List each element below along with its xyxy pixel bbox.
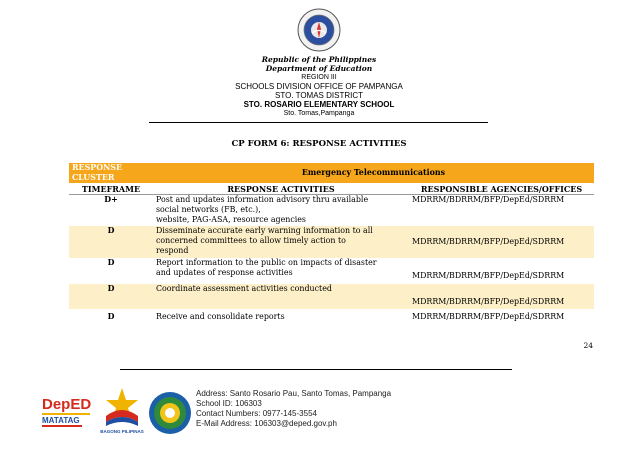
timeframe-cell: D	[69, 258, 153, 284]
header-department: Department of Education	[265, 64, 373, 73]
district-seal-icon	[148, 391, 192, 435]
timeframe-cell: D	[69, 309, 153, 325]
table-row	[69, 258, 594, 284]
matatag-logo-text: MATATAG	[42, 416, 80, 425]
activity-line: Report information to the public on impacts of disaster	[156, 257, 377, 267]
page-number: 24	[583, 341, 593, 350]
activity-line: Coordinate assessment activities conducted	[156, 283, 332, 293]
agency-cell: MDRRM/BDRRM/BFP/DepEd/SDRRM	[409, 284, 594, 309]
agency-cell: MDRRM/BDRRM/BFP/DepEd/SDRRM	[409, 309, 594, 325]
header-divider	[149, 122, 488, 123]
table-row	[69, 195, 594, 226]
activity-cell	[153, 258, 409, 284]
activity-cell	[153, 195, 409, 226]
activity-line: concerned committees to allow timely action to	[156, 235, 346, 245]
timeframe-cell: D	[69, 226, 153, 258]
activity-line: Post and updates information advisory thru available	[156, 195, 369, 204]
footer-address: Address: Santo Rosario Pau, Santo Tomas, Pampanga	[196, 389, 392, 398]
activity-cell	[153, 284, 409, 309]
activity-line: Disseminate accurate early warning information to all	[156, 225, 373, 235]
footer-school-id: School ID: 106303	[196, 399, 262, 408]
table-header-row	[69, 183, 594, 195]
agency-cell: MDRRM/BDRRM/BFP/DepEd/SDRRM	[409, 226, 594, 258]
response-activities-table	[69, 163, 594, 325]
column-header-activities: RESPONSE ACTIVITIES	[153, 183, 409, 195]
response-cluster-label: RESPONSE CLUSTER	[69, 163, 153, 183]
timeframe-cell: D	[69, 284, 153, 309]
table-row	[69, 284, 594, 309]
deped-matatag-logo	[38, 391, 96, 431]
deped-logo-text: DepED	[42, 396, 92, 413]
footer-divider	[120, 369, 512, 370]
response-cluster-value: Emergency Telecommunications	[153, 163, 594, 183]
column-header-timeframe: TIMEFRAME	[69, 183, 153, 195]
activity-line: and updates of response activities	[156, 267, 293, 277]
agency-cell: MDRRM/BDRRM/BFP/DepEd/SDRRM	[409, 258, 594, 284]
activity-cell	[153, 309, 409, 325]
bagong-pilipinas-logo	[100, 386, 144, 434]
activity-line: respond	[156, 245, 189, 255]
form-title: CP FORM 6: RESPONSE ACTIVITIES	[231, 139, 407, 149]
header-region: REGION III	[301, 74, 337, 81]
header-republic: Republic of the Philippines	[261, 55, 377, 64]
column-header-agencies: RESPONSIBLE AGENCIES/OFFICES	[409, 183, 594, 195]
timeframe-cell: D+	[69, 195, 153, 226]
agency-cell: MDRRM/BDRRM/BFP/DepEd/SDRRM	[409, 195, 594, 226]
table-row	[69, 309, 594, 325]
table-row	[69, 226, 594, 258]
response-cluster-row	[69, 163, 594, 183]
header-location: Sto. Tomas,Pampanga	[283, 110, 355, 117]
activity-cell	[153, 226, 409, 258]
activity-line: social networks (FB, etc.),	[156, 205, 261, 214]
header-district: STO. TOMAS DISTRICT	[274, 91, 363, 100]
footer-contact: Contact Numbers: 0977-145-3554	[196, 409, 317, 418]
header-division: SCHOOLS DIVISION OFFICE OF PAMPANGA	[235, 82, 403, 91]
deped-seal-icon	[297, 8, 341, 52]
activity-line: Receive and consolidate reports	[156, 311, 285, 321]
header-school: STO. ROSARIO ELEMENTARY SCHOOL	[243, 100, 395, 109]
bagong-pilipinas-text: BAGONG PILIPINAS	[100, 429, 144, 434]
footer-email: E-Mail Address: 106303@deped.gov.ph	[196, 419, 337, 428]
activity-line: website, PAG-ASA, resource agencies	[156, 215, 306, 224]
